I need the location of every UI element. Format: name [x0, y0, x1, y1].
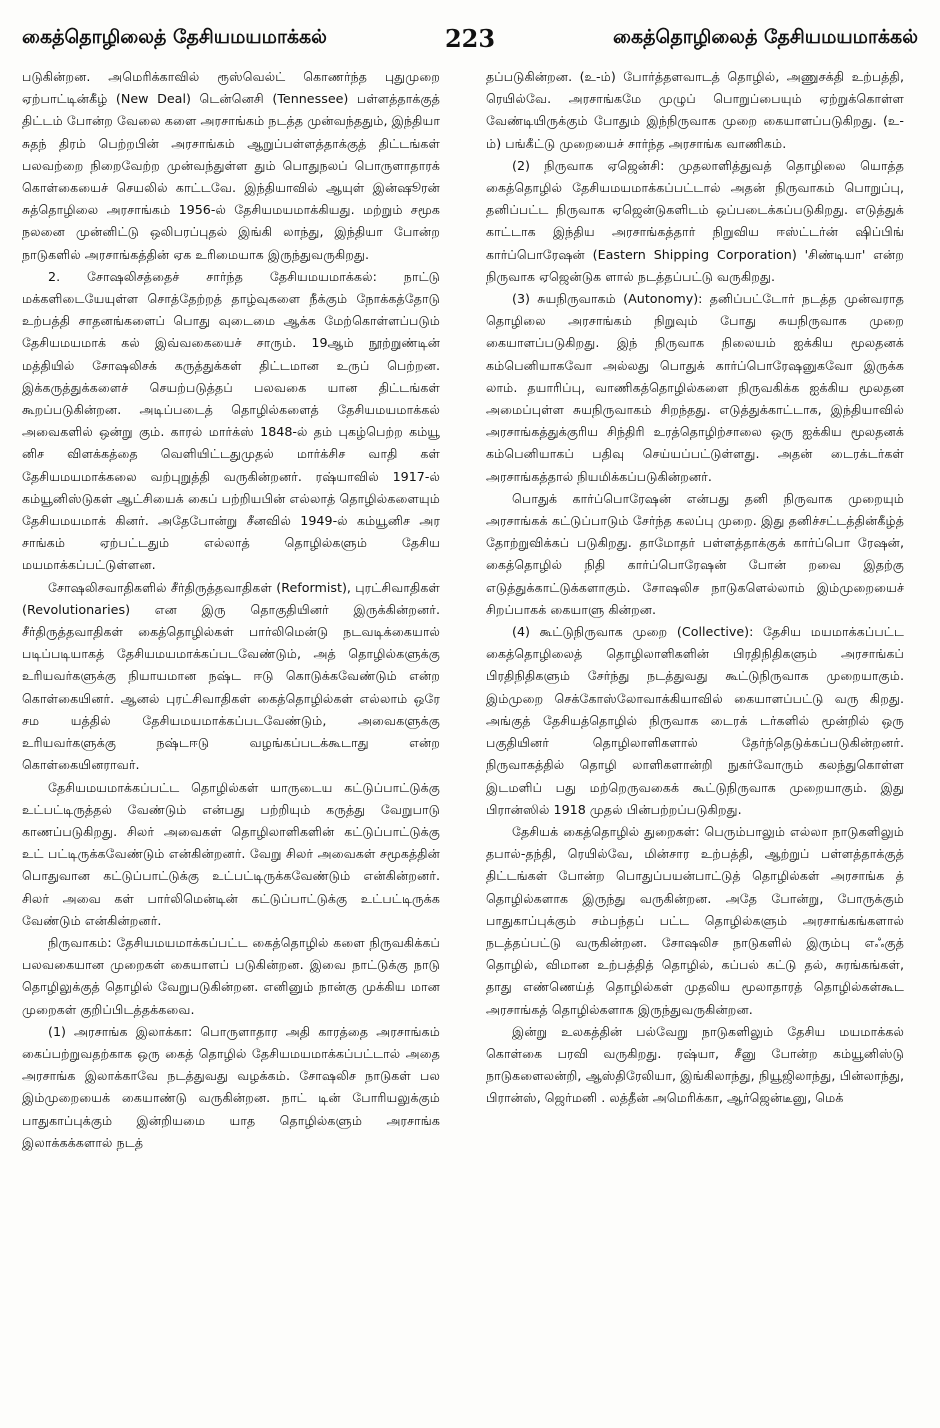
paragraph: இன்று உலகத்தின் பல்வேறு நாடுகளிலும் தேசிய மயமாக்கல் கொள்கை பரவி வருகிறது. ரஷ்யா, சீனு போன்ற கம்யூனிஸ்டு நாடுகளைலன்றி, ஆஸ்திரேலியா, இங்கிலாந்து, நியூஜிலாந்து, பின்லாந்து, பிரான்ஸ், ஜெர்மனி . லத்தீன் அமெரிக்கா, ஆர்ஜென்டீனு, மெக் — [486, 1023, 904, 1106]
left-column — [22, 66, 440, 1406]
paragraph: தப்படுகின்றன. (உ-ம்) போர்த்தளவாடத் தொழில், அணுசக்தி உற்பத்தி, ரெயில்வே. அரசாங்கமே முழுப் பொறுப்பையும் ஏற்றுக்கொள்ள வேண்டியிருக்கும் போதும் இந்நிருவாக முறை கையாளப்படுகிறது. (உ-ம்) பங்கீட்டு முறையைச் சார்ந்த அரசாங்க வாணிகம். — [486, 69, 904, 151]
paragraph: நிருவாகம்: தேசியமயமாக்கப்பட்ட கைத்தொழில் களை நிருவகிக்கப் பலவகையான முறைகள் கையாளப் படுகின்றன. இவை நாட்டுக்கு நாடு தொழிலுக்குத் தொழில் வேறுபடுகின்றன. எனினும் நான்கு முக்கிய மான முறைகள் குறிப்பிடத்தக்கவை. — [22, 934, 440, 1017]
page-number: 223 — [444, 23, 496, 53]
paragraph: தேசியமயமாக்கப்பட்ட தொழில்கள் யாருடைய கட்டுப்பாட்டுக்கு உட்பட்டிருத்தல் வேண்டும் என்பது பற்றியும் கருத்து வேறுபாடு காணப்படுகிறது. சிலர் அவைகள் தொழிலாளிகளின் கட்டுப்பாட்டுக்கு உட் பட்டிருக்கவேண்டும் என்கின்றனர். வேறு சிலர் அவைகள் சமூகத்தின் பொதுவான கட்டுப்பாட்டுக்கு உட்பட்டிருக்கவேண்டும் என்கின்றனர். சிலர் அவை கள் பார்லிமென்டின் கட்டுப்பாட்டுக்கு உட்பட்டிருக்க வேண்டும் என்கின்றனர். — [22, 779, 440, 928]
paragraph: (4) கூட்டுநிருவாக முறை (Collective): தேசிய மயமாக்கப்பட்ட கைத்தொழிலைத் தொழிலாளிகளின் பிரதிநிதிகளும் அரசாங்கப் பிரதிநிதிகளும் சேர்ந்து நடத்துவது கூட்டுநிருவாக முறையாகும். இம்முறை செக்கோஸ்லோவாக்கியாவில் கையாளப்பட்டு வரு கிறது. அங்குத் தேசியத்தொழில் நிருவாக டைரக் டர்களில் மூன்றில் ஒரு பகுதியினர் தொழிலாளிகளால் தேர்ந்தெடுக்கப்படுகின்றனர். நிருவாகத்தில் தொழி லாளிகளான்றி நுகர்வோரும் கலந்துகொள்ள இடமளிப் பது மற்றெருவகைக் கூட்டுநிருவாக முறையாகும். இது பிரான்ஸில் 1918 முதல் பின்பற்றப்படுகிறது. — [486, 624, 904, 817]
paragraph: தேசியக் கைத்தொழில் துறைகள்: பெரும்பாலும் எல்லா நாடுகளிலும் தபால்-தந்தி, ரெயில்வே, மின்சார உற்பத்தி, ஆற்றுப் பள்ளத்தாக்குத் திட்டங்கள் போன்ற பொதுப்பயன்பாட்டுத் தொழில்கள் அரசாங்க த் தொழில்களாக இருந்து வருகின்றன. அதே போன்று, போருக்கும் பாதுகாப்புக்கும் சம்பந்தப் பட்ட தொழில்களும் அரசாங்கங்களால் நடத்தப்பட்டு வருகின்றன. சோஷலிச நாடுகளில் இரும்பு எஃகுத் தொழில், விமான உற்பத்தித் தொழில், கப்பல் கட்டு தல், சுரங்கங்கள், தாது எண்ணெய்த் தொழில்கள் முதலிய மூலாதாரத் தொழில்கள்கூட அரசாங்கத் தொழில்களாக இருந்துவருகின்றன. — [486, 823, 904, 1017]
running-title-right: கைத்தொழிலைத் தேசியமயமாக்கல் — [613, 25, 918, 48]
running-title-left: கைத்தொழிலைத் தேசியமயமாக்கல் — [22, 25, 327, 48]
paragraph: பொதுக் கார்ப்பொரேஷன் என்பது தனி நிருவாக முறையும் அரசாங்கக் கட்டுப்பாடும் சேர்ந்த கலப்பு முறை. இது தனிச்சட்டத்தின்கீழ்த் தோற்றுவிக்கப் படுகிறது. தாமோதர் பள்ளத்தாக்குக் கார்ப்பொ ரேஷன், கைத்தொழில் நிதி கார்ப்பொரேஷன் போன் றவை இதற்கு எடுத்துக்காட்டுக்களாகும். சோஷலிச நாடுகளெல்லாம் இம்முறையைச் சிறப்பாகக் கையாளு கின்றன. — [486, 490, 904, 617]
paragraph: சோஷலிசவாதிகளில் சீர்திருத்தவாதிகள் (Reformist), புரட்சிவாதிகள் (Revolutionaries) என இரு தொகுதியினர் இருக்கின்றனர். சீர்திருத்தவாதிகள் கைத்தொழில்கள் பார்லிமென்டு நடவடிக்கையால் படிப்படியாகத் தேசியமயமாக்கப்படவேண்டும், அத் தொழில்களுக்கு உரியவர்களுக்கு நியாயமான நஷ்ட ஈடு கொடுக்கவேண்டும் என்ற கொள்கையினர். ஆனல் புரட்சிவாதிகள் கைத்தொழில்கள் எல்லாம் ஒரே சம யத்தில் தேசியமயமாக்கப்படவேண்டும், அவைகளுக்கு உரியவர்களுக்கு நஷ்டஈடு வழங்கப்படக்கூடாது என்ற கொள்கையினராவர். — [22, 579, 440, 773]
paragraph: (1) அரசாங்க இலாக்கா: பொருளாதார அதி காரத்தை அரசாங்கம் கைப்பற்றுவதற்காக ஒரு கைத் தொழில் தேசியமயமாக்கப்பட்டால் அதை அரசாங்க இலாக்காவே நடத்துவது வழக்கம். சோஷலிச நாடுகள் பல இம்முறையைக் கையாண்டு வருகின்றன. நாட் டின் போரியலுக்கும் பாதுகாப்புக்கும் இன்றியமை யாத தொழில்களும் அரசாங்க இலாக்கக்களால் நடத் — [22, 1023, 440, 1150]
paragraph: (2) நிருவாக ஏஜென்சி: முதலாளித்துவத் தொழிலை யொத்த கைத்தொழில் தேசியமயமாக்கப்பட்டால் அதன் நிருவாகம் பொறுப்பு, தனிப்பட்ட நிருவாக ஏஜென்டுகளிடம் ஒப்படைக்கப்படுகிறது. எடுத்துக் காட்டாக இந்திய அரசாங்கத்தார் நிறுவிய ஈஸ்ட்டர்ன் ஷிப்பிங் கார்ப்பொரேஷன் (Eastern Shipping Corporation) 'சிண்டியா' என்ற நிருவாக ஏஜென்டுக ளால் நடத்தப்பட்டு வருகிறது. — [486, 157, 904, 284]
page-header — [22, 18, 918, 58]
right-column — [486, 66, 904, 1406]
paragraph: 2. சோஷலிசத்தைச் சார்ந்த தேசியமயமாக்கல்: நாட்டு மக்களிடையேயுள்ள சொத்தேற்றத் தாழ்வுகளை நீக்கும் நோக்கத்தோடு உற்பத்தி சாதனங்களைப் பொது வுடைமை ஆக்க மேற்கொள்ளப்படும் தேசியமயமாக் கல் இவ்வகையைச் சாரும். 19ஆம் நூற்றுண்டின் மத்தியில் சோஷலிசக் கருத்துக்கள் திட்டமான உருப் பெற்றன. இக்கருத்துக்களைச் செயற்படுத்தப் பலவகை யான திட்டங்கள் கூறப்படுகின்றன. அடிப்படைத் தொழில்களைத் தேசியமயமாக்கல் அவைகளில் ஒன்று கும். காரல் மார்க்ஸ் 1848-ல் தம் புகழ்பெற்ற கம்யூ னிச விளக்கத்தை வெளியிட்டதுமுதல் மார்க்சிச வாதி கள் தேசியமயமாக்கலை வற்புறுத்தி வருகின்றனர். ரஷ்யாவில் 1917-ல் கம்யூனிஸ்டுகள் ஆட்சியைக் கைப் பற்றியபின் எல்லாத் தொழில்களையும் தேசியமயமாக் கினர். அதேபோன்று சீனவில் 1949-ல் கம்யூனிச அர சாங்கம் ஏற்பட்டதும் எல்லாத் தொழில்களும் தேசிய மயமாக்கப்பட்டுள்ளன. — [22, 268, 440, 573]
paragraph: (3) சுயநிருவாகம் (Autonomy): தனிப்பட்டோர் நடத்த முன்வராத தொழிலை அரசாங்கம் நிறுவும் போது சுயநிருவாக முறை கையாளப்படுகிறது. இந் நிருவாக நிலையம் ஐக்கிய மூலதனக் கம்பெனியாகவோ அல்லது பொதுக் கார்ப்பொரேஷனுகவோ இருக்க லாம். தயாரிப்பு, வாணிகத்தொழில்களை நிருவகிக்க ஐக்கிய மூலதன அமைப்புள்ள சுயநிருவாகம் சிறந்தது. எடுத்துக்காட்டாக, இந்தியாவில் அரசாங்கத்துக்குரிய சிந்திரி உரத்தொழிற்சாலை ஒரு ஐக்கிய மூலதனக் கம்பெனியாகப் பதிவு செய்யப்பட்டுள்ளது. அதன் டைரக்டர்கள் அரசாங்கத்தால் நியமிக்கப்படுகின்றனர். — [486, 291, 904, 484]
paragraph: படுகின்றன. அமெரிக்காவில் ரூஸ்வெல்ட் கொணர்ந்த புதுமுறை ஏற்பாட்டின்கீழ் (New Deal) டென்னெசி (Tennessee) பள்ளத்தாக்குத் திட்டம் போன்ற வேலை களை அரசாங்கம் நடத்த முன்வந்ததும், இந்தியா சுதந் திரம் பெற்றபின் அரசாங்கம் ஆறுப்பள்ளத்தாக்குத் திட்டங்கள் பலவற்றை நிறைவேற்ற முன்வந்துள்ள தும் பொதுநலப் பொருளாதாரக் கொள்கையைச் செயலில் காட்டவே. இந்தியாவில் ஆயுள் இன்ஷூரன் சுத்தொழிலை அரசாங்கம் 1956-ல் தேசியமயமாக்கியது. மற்றும் சமூக நலனை முன்னிட்டு ஒலிபரப்புதல் இங்கி லாந்து, இந்தியா போன்ற நாடுகளில் அரசாங்கத்தின் ஏக உரிமையாக இருந்துவருகிறது. — [22, 69, 440, 262]
